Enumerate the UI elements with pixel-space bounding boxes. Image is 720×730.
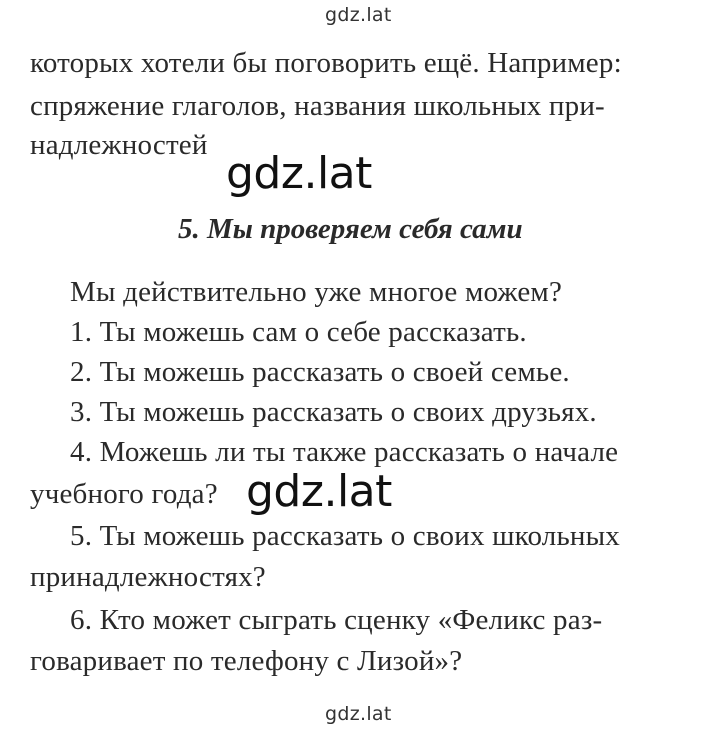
list-item-2: 2. Ты можешь рассказать о своей семье. <box>70 356 570 388</box>
intro-line-2: спряжение глаголов, названия школьных при- <box>30 90 605 122</box>
list-item-5-line-2: принадлежностях? <box>30 561 266 593</box>
watermark-bottom: gdz.lat <box>325 703 392 725</box>
section-question: Мы действительно уже многое можем? <box>70 276 563 308</box>
list-item-4-line-1: 4. Можешь ли ты также рассказать о начале <box>70 436 619 468</box>
list-item-4-line-2: учебного года? <box>30 478 218 510</box>
intro-line-3: надлежностей <box>30 129 208 161</box>
list-item-3: 3. Ты можешь рассказать о своих друзьях. <box>70 396 597 428</box>
list-item-6-line-1: 6. Кто может сыграть сценку «Феликс раз- <box>70 604 603 636</box>
intro-line-1: которых хотели бы поговорить ещё. Например: <box>30 47 622 79</box>
watermark-top: gdz.lat <box>325 4 392 26</box>
list-item-5-line-1: 5. Ты можешь рассказать о своих школьных <box>70 520 620 552</box>
list-item-6-line-2: говаривает по телефону с Лизой»? <box>30 645 463 677</box>
watermark-middle-2: gdz.lat <box>246 466 392 517</box>
watermark-middle-1: gdz.lat <box>226 148 372 199</box>
list-item-1: 1. Ты можешь сам о себе рассказать. <box>70 316 527 348</box>
section-heading: 5. Мы проверяем себя сами <box>178 213 523 245</box>
